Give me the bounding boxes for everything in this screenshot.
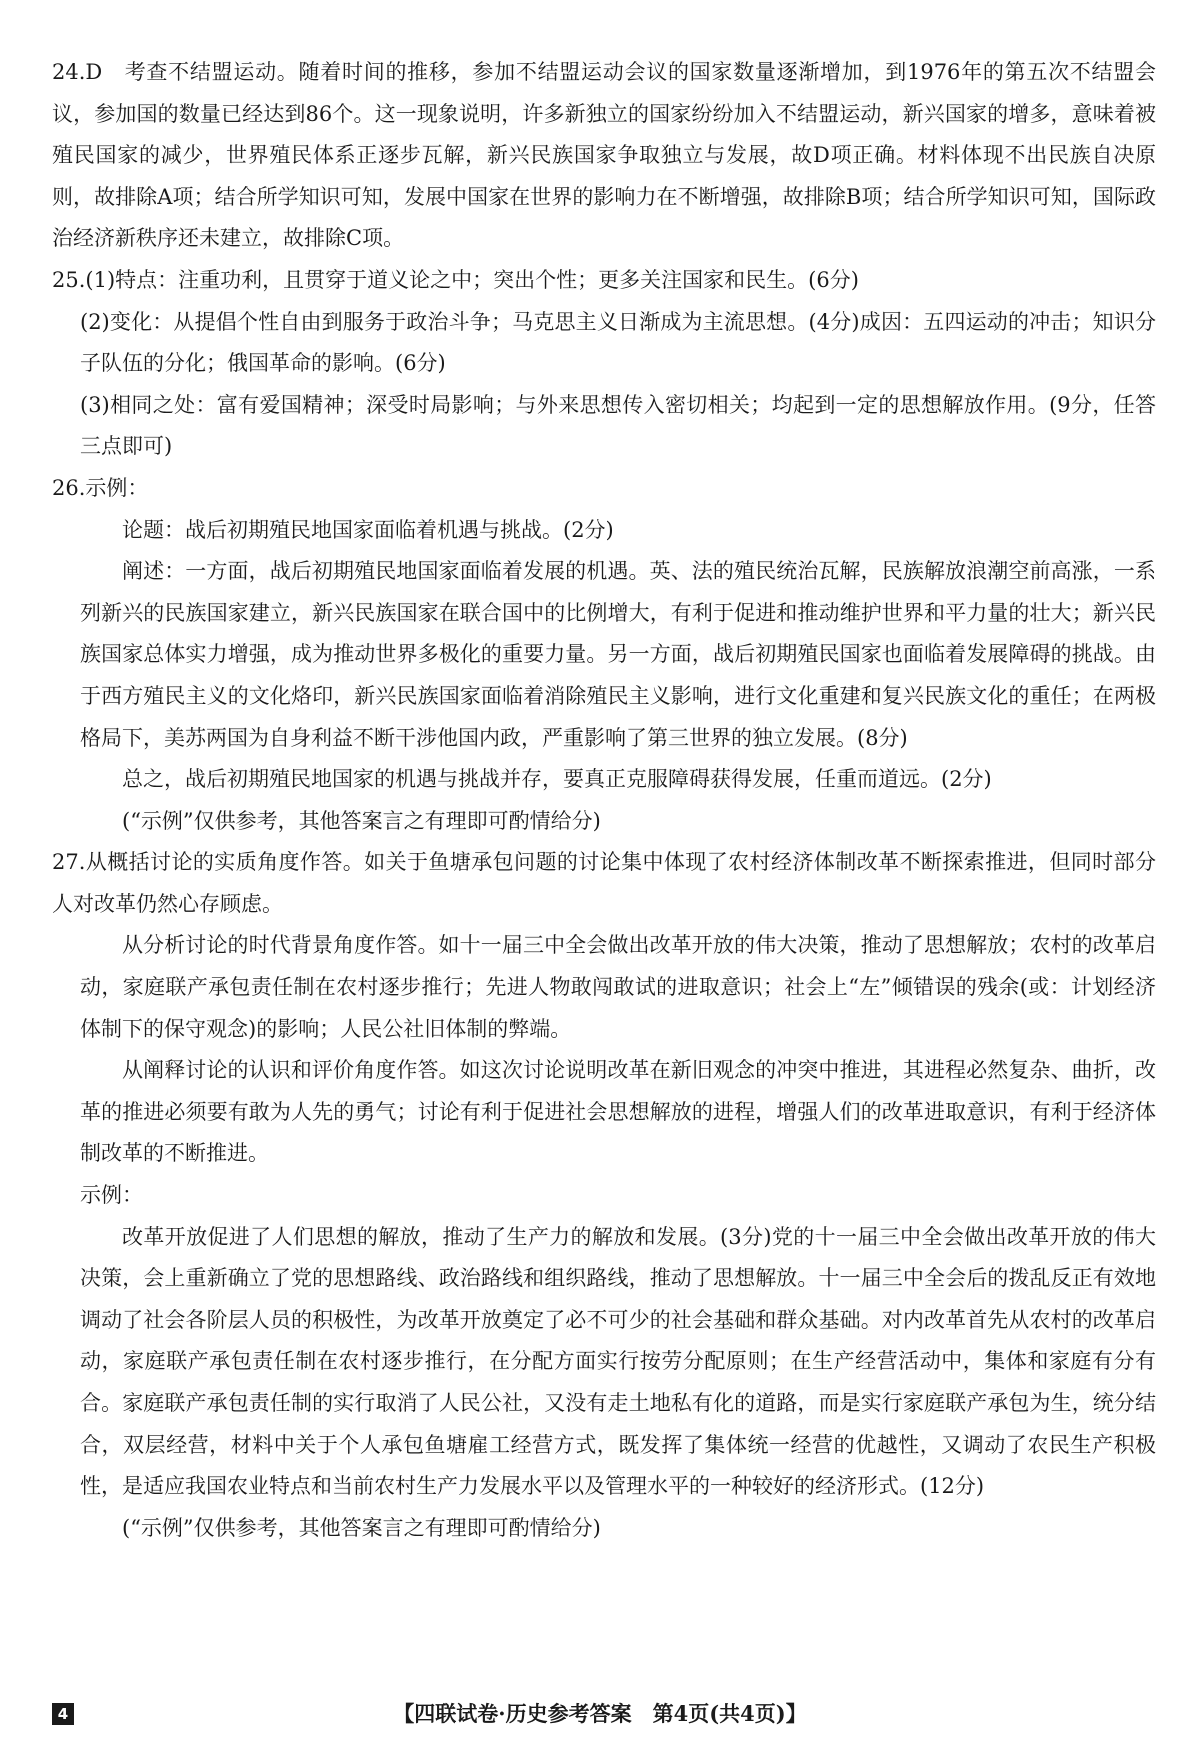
answer-24: 24.D 考查不结盟运动。随着时间的推移，参加不结盟运动会议的国家数量逐渐增加，到1976年的第五次不结盟会议，参加国的数量已经达到86个。这一现象说明，许多新独立的国家纷纷加入不结盟运动，新兴国家的增多，意味着被殖民国家的减少，世界殖民体系正逐步瓦解，新兴民族国家争取独立与发展，故D项正确。材料体现不出民族自决原则，故排除A项；结合所学知识可知，发展中国家在世界的影响力在不断增强，故排除B项；结合所学知识可知，国际政治经济新秩序还未建立，故排除C项。 — [52, 60, 1156, 251]
page-footer: 【四联试卷·历史参考答案 第4页(共4页)】 — [393, 1701, 807, 1726]
answer-25-part-3: (3)相同之处：富有爱国精神；深受时局影响；与外来思想传入密切相关；均起到一定的思想解放作用。(9分，任答三点即可) — [80, 392, 1156, 459]
answer-27-background: 从分析讨论的时代背景角度作答。如十一届三中全会做出改革开放的伟大决策，推动了思想解放；农村的改革启动，家庭联产承包责任制在农村逐步推行；先进人物敢闯敢试的进取意识；社会上“左”倾错误的残余(或：计划经济体制下的保守观念)的影响；人民公社旧体制的弊端。 — [80, 933, 1156, 1041]
answer-27-intro: 27.从概括讨论的实质角度作答。如关于鱼塘承包问题的讨论集中体现了农村经济体制改革不断探索推进，但同时部分人对改革仍然心存顾虑。 — [52, 850, 1156, 916]
answer-25-part-1: 25.(1)特点：注重功利，且贯穿于道义论之中；突出个性；更多关注国家和民生。(6分) — [52, 267, 859, 292]
answer-27-example-body: 改革开放促进了人们思想的解放，推动了生产力的解放和发展。(3分)党的十一届三中全会做出改革开放的伟大决策，会上重新确立了党的思想路线、政治路线和组织路线，推动了思想解放。十一届三中全会后的拨乱反正有效地调动了社会各阶层人员的积极性，为改革开放奠定了必不可少的社会基础和群众基础。对内改革首先从农村的改革启动，家庭联产承包责任制在农村逐步推行，在分配方面实行按劳分配原则；在生产经营活动中，集体和家庭有分有合。家庭联产承包责任制的实行取消了人民公社，又没有走土地私有化的道路，而是实行家庭联产承包为生，统分结合，双层经营，材料中关于个人承包鱼塘雇工经营方式，既发挥了集体统一经营的优越性，又调动了农民生产积极性，是适应我国农业特点和当前农村生产力发展水平以及管理水平的一种较好的经济形式。(12分) — [80, 1224, 1156, 1499]
answer-27-evaluation: 从阐释讨论的认识和评价角度作答。如这次讨论说明改革在新旧观念的冲突中推进，其进程必然复杂、曲折，改革的推进必须要有敢为人先的勇气；讨论有利于促进社会思想解放的进程，增强人们的改革进取意识，有利于经济体制改革的不断推进。 — [80, 1058, 1156, 1166]
answer-26-note: (“示例”仅供参考，其他答案言之有理即可酌情给分) — [122, 808, 601, 833]
answer-26-elaboration: 阐述：一方面，战后初期殖民地国家面临着发展的机遇。英、法的殖民统治瓦解，民族解放浪潮空前高涨，一系列新兴的民族国家建立，新兴民族国家在联合国中的比例增大，有利于促进和推动维护世界和平力量的壮大；新兴民族国家总体实力增强，成为推动世界多极化的重要力量。另一方面，战后初期殖民国家也面临着发展障碍的挑战。由于西方殖民主义的文化烙印，新兴民族国家面临着消除殖民主义影响，进行文化重建和复兴民族文化的重任；在两极格局下，美苏两国为自身利益不断干涉他国内政，严重影响了第三世界的独立发展。(8分) — [80, 559, 1156, 750]
answer-27-example-heading: 示例： — [80, 1183, 143, 1208]
answer-27-note: (“示例”仅供参考，其他答案言之有理即可酌情给分) — [122, 1515, 601, 1540]
answer-25-part-2: (2)变化：从提倡个性自由到服务于政治斗争；马克思主义日渐成为主流思想。(4分)成因：五四运动的冲击；知识分子队伍的分化；俄国革命的影响。(6分) — [80, 309, 1156, 376]
answer-26-thesis: 论题：战后初期殖民地国家面临着机遇与挑战。(2分) — [122, 517, 614, 542]
page-number-badge: 4 — [52, 1703, 74, 1725]
answer-content — [52, 52, 1156, 1549]
answer-26-conclusion: 总之，战后初期殖民地国家的机遇与挑战并存，要真正克服障碍获得发展，任重而道远。(2分) — [122, 767, 992, 792]
answer-26-heading: 26.示例： — [52, 475, 149, 500]
